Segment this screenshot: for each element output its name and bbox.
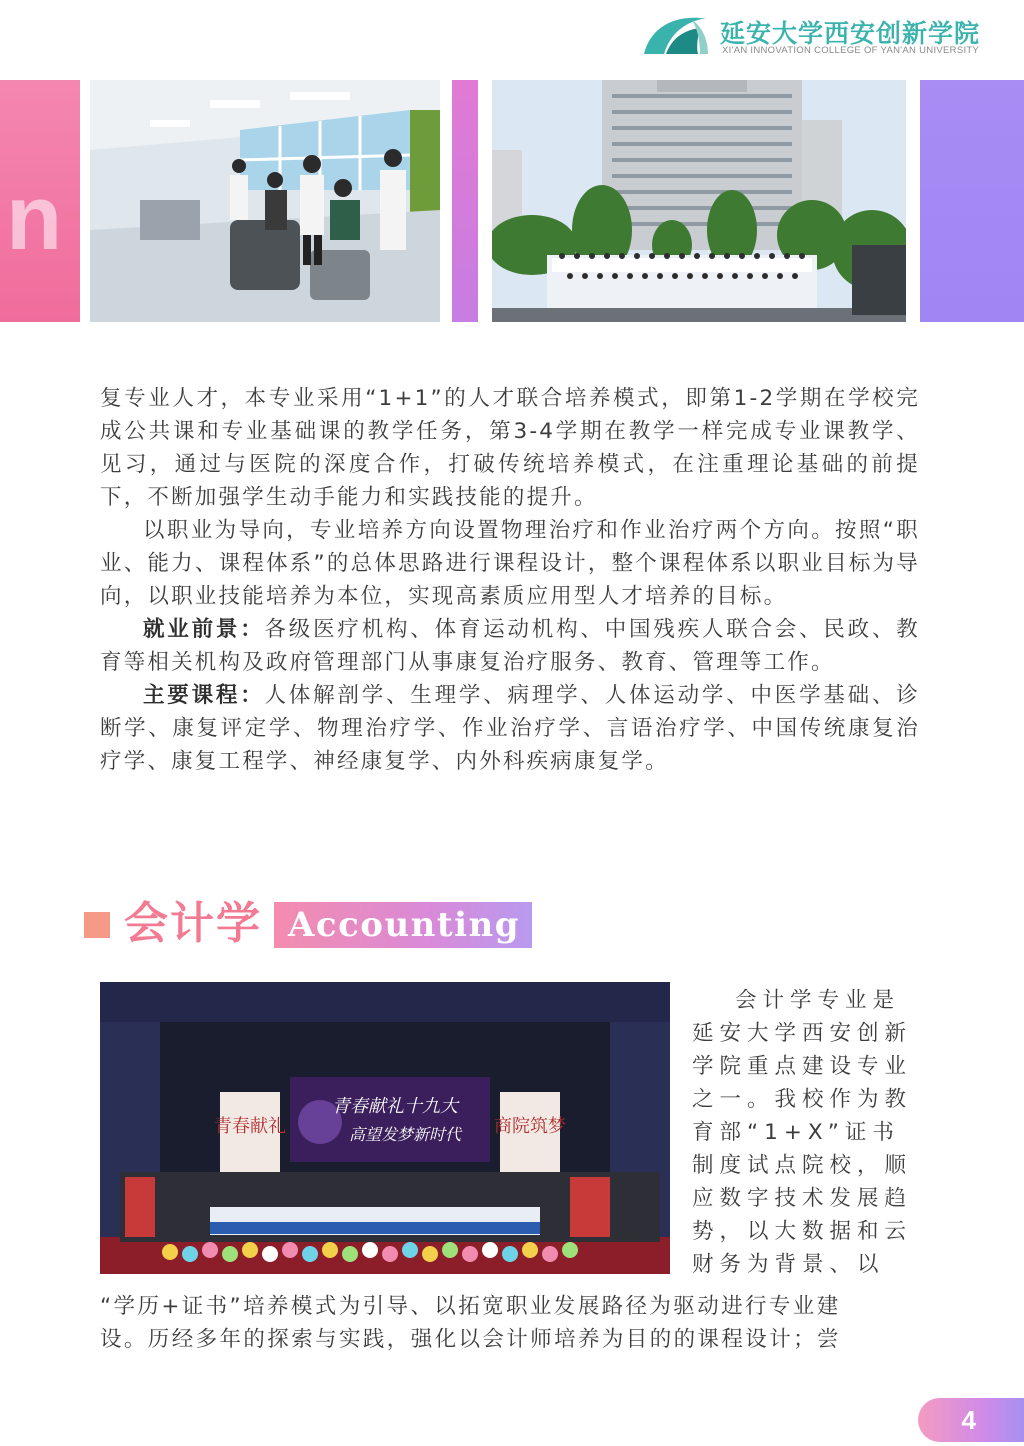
screen-text-1: 青春献礼十九大 xyxy=(332,1096,458,1117)
courses-paragraph xyxy=(100,679,920,778)
side-line: 应数字技术发展趋 xyxy=(692,1186,913,1211)
page-number: 4 xyxy=(961,1405,976,1435)
banner-right-text: 商院筑梦 xyxy=(494,1116,566,1137)
college-name-cn: 延安大学西安创新学院 xyxy=(720,19,981,48)
employment-text: 各级医疗机构、体育运动机构、中国残疾人联合会、民政、教育等相关机构及政府管理部门从事康复治疗服务、教育、管理等工作。 xyxy=(100,617,920,675)
accounting-side-text xyxy=(692,984,916,1281)
side-line: 会计学专业是 xyxy=(735,988,901,1013)
employment-paragraph xyxy=(100,613,920,679)
section-marker-icon xyxy=(84,912,110,938)
college-name-en: XI'AN INNOVATION COLLEGE OF YAN'AN UNIVERSITY xyxy=(722,45,980,56)
section-title-en: Accounting xyxy=(274,902,532,948)
side-line: 之一。我校作为教 xyxy=(692,1087,913,1112)
full-line-1: “学历+证书”培养模式为引导、以拓宽职业发展路径为驱动进行专业建 xyxy=(100,1294,841,1319)
courses-label: 主要课程： xyxy=(143,683,265,708)
side-line: 财务为背景、以 xyxy=(692,1252,885,1277)
right-color-bar xyxy=(920,80,1024,322)
page-number-tab xyxy=(918,1398,1024,1442)
banner-left-text: 青春献礼 xyxy=(214,1116,286,1137)
rehab-paragraph-1: 复专业人才，本专业采用“1+1”的人才联合培养模式，即第1-2学期在学校完成公共课和专业基础课的教学任务，第3-4学期在教学一样完成专业课教学、见习，通过与医院的深度合作，打破传统培养模式，在注重理论基础的前提下，不断加强学生动手能力和实践技能的提升。 xyxy=(100,386,920,510)
full-line-2: 设。历经多年的探索与实践，强化以会计师培养为目的的课程设计；尝 xyxy=(100,1327,841,1352)
rehab-section-text xyxy=(100,382,920,778)
side-line: 制度试点院校，顺 xyxy=(692,1153,913,1178)
employment-label: 就业前景： xyxy=(143,617,265,642)
side-line: 势，以大数据和云 xyxy=(692,1219,913,1244)
rehab-lab-photo xyxy=(90,80,440,322)
accounting-full-text xyxy=(100,1290,920,1356)
college-logo xyxy=(640,10,1000,58)
decorative-letter: n xyxy=(6,167,63,269)
rehab-paragraph-2: 以职业为导向，专业培养方向设置物理治疗和作业治疗两个方向。按照“职业、能力、课程体系”的总体思路进行课程设计，整个课程体系以职业目标为导向，以职业技能培养为本位，实现高素质应用型人才培养的目标。 xyxy=(100,518,920,609)
side-line: 学院重点建设专业 xyxy=(692,1054,913,1079)
college-logo-icon xyxy=(640,10,712,58)
section-title-cn: 会计学 xyxy=(124,898,262,949)
middle-color-bar xyxy=(452,80,478,322)
hospital-group-photo xyxy=(492,80,906,322)
side-line: 延安大学西安创新 xyxy=(692,1021,913,1046)
side-line: 育部“1+X”证书 xyxy=(692,1120,900,1145)
screen-text-2: 高望发梦新时代 xyxy=(348,1125,462,1144)
stage-event-photo xyxy=(100,982,670,1274)
left-color-bar xyxy=(0,80,80,322)
courses-text: 人体解剖学、生理学、病理学、人体运动学、中医学基础、诊断学、康复评定学、物理治疗学、作业治疗学、言语治疗学、中国传统康复治疗学、康复工程学、神经康复学、内外科疾病康复学。 xyxy=(100,683,920,774)
